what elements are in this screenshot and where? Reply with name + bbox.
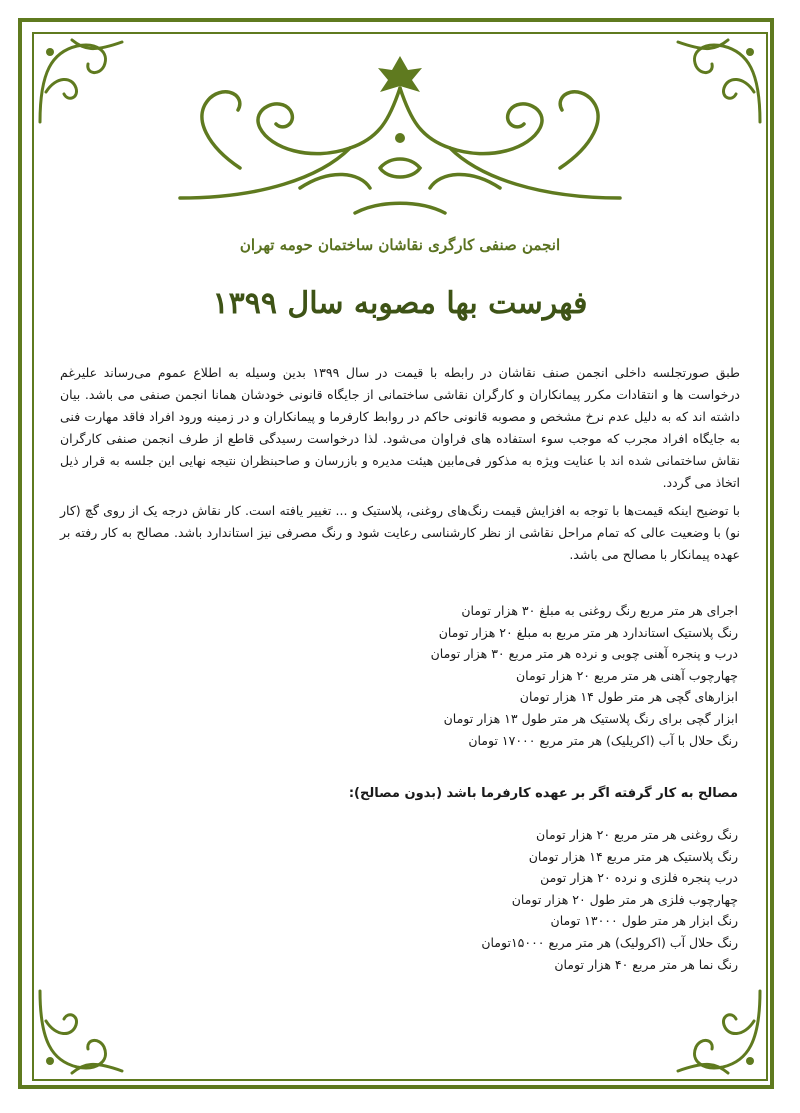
page-title: فهرست بها مصوبه سال ۱۳۹۹ <box>212 286 588 321</box>
header-ornament-icon <box>150 48 650 228</box>
list-item: رنگ روغنی هر متر مربع ۲۰ هزار تومان <box>536 827 738 842</box>
list-item: رنگ ابزار هر متر طول ۱۳۰۰۰ تومان <box>550 913 738 929</box>
list-item: رنگ پلاستیک استاندارد هر متر مربع به مبلغ ۲۰ هزار تومان <box>438 624 738 640</box>
intro-paragraph: طبق صورتجلسه داخلی انجمن صنف نقاشان در رابطه با قیمت در سال ۱۳۹۹ بدین وسیله به اطلاع عموم می‌رساند علیرغم درخواست ها و انتقادات مکرر پیمانکاران و کارگران نقاشی ساختمانی از جایگاه قانونی خودشان همانا انجمن صنفی می باشد. بیان داشته اند که به دلیل عدم نرخ مشخص و مصوبه قانونی حاکم در روابط کارفرما و پیمانکاران و در زمینه ورود افراد فاقد مهارت فنی به جایگاه افراد مجرب که موجب سوء استفاده های فراوان می‌شود. لذا درخواست رسیدگی قاطع از طرف انجمن صنفی کارگران نقاش ساختمانی شده اند با عنایت ویژه به مذکور فی‌مابین هیئت مدیره و بازرسان و صاحبنظران نتیجه نهایی این جلسه به قرار ذیل اتخاذ می گردد. <box>60 365 740 490</box>
list-item: درب پنجره فلزی و نرده ۲۰ هزار تومن <box>540 870 738 886</box>
list-item: اجرای هر متر مربع رنگ روغنی به مبلغ ۳۰ هزار تومان <box>461 603 738 618</box>
list-item: درب و پنجره آهنی چوبی و نرده هر متر مربع ۳۰ هزار تومان <box>430 646 738 662</box>
corner-flourish-icon <box>32 981 132 1081</box>
pricing-note-paragraph: با توضیح اینکه قیمت‌ها با توجه به افزایش قیمت رنگ‌های روغنی، پلاستیک و ... تغییر یافته است. کار نقاش درجه یک از روی گچ (کار نو) با وضعیت عالی که تمام مراحل نقاشی از نظر کارشناسی رعایت شود و رنگ مصرفی نیز استاندارد باشد. مصالح به کار رفته بر عهده پیمانکار با مصالح می باشد. <box>60 503 740 562</box>
list-item: چهارچوب آهنی هر متر مربع ۲۰ هزار تومان <box>515 667 738 683</box>
list-item: ابزار گچی برای رنگ پلاستیک هر متر طول ۱۳ هزار تومان <box>443 710 738 726</box>
list-item: رنگ نما هر متر مربع ۴۰ هزار تومان <box>554 956 738 972</box>
section-heading: مصالح به کار گرفته اگر بر عهده کارفرما باشد (بدون مصالح): <box>348 786 738 801</box>
organization-name: انجمن صنفی کارگری نقاشان ساختمان حومه تهران <box>239 236 561 254</box>
list-item: ابزارهای گچی هر متر طول ۱۴ هزار تومان <box>519 689 738 705</box>
list-item: رنگ حلال آب (اکرولیک) هر متر مربع ۱۵۰۰۰تومان <box>481 934 738 950</box>
corner-flourish-icon <box>668 981 768 1081</box>
corner-flourish-icon <box>32 32 132 132</box>
list-item: رنگ حلال با آب (اکریلیک) هر متر مربع ۱۷۰۰۰ تومان <box>468 732 738 748</box>
price-list-with-materials <box>431 600 738 751</box>
list-item: چهارچوب فلزی هر متر طول ۲۰ هزار تومان <box>511 891 738 907</box>
list-item: رنگ پلاستیک هر متر مربع ۱۴ هزار تومان <box>528 848 738 864</box>
price-list-without-materials <box>481 824 738 975</box>
corner-flourish-icon <box>668 32 768 132</box>
